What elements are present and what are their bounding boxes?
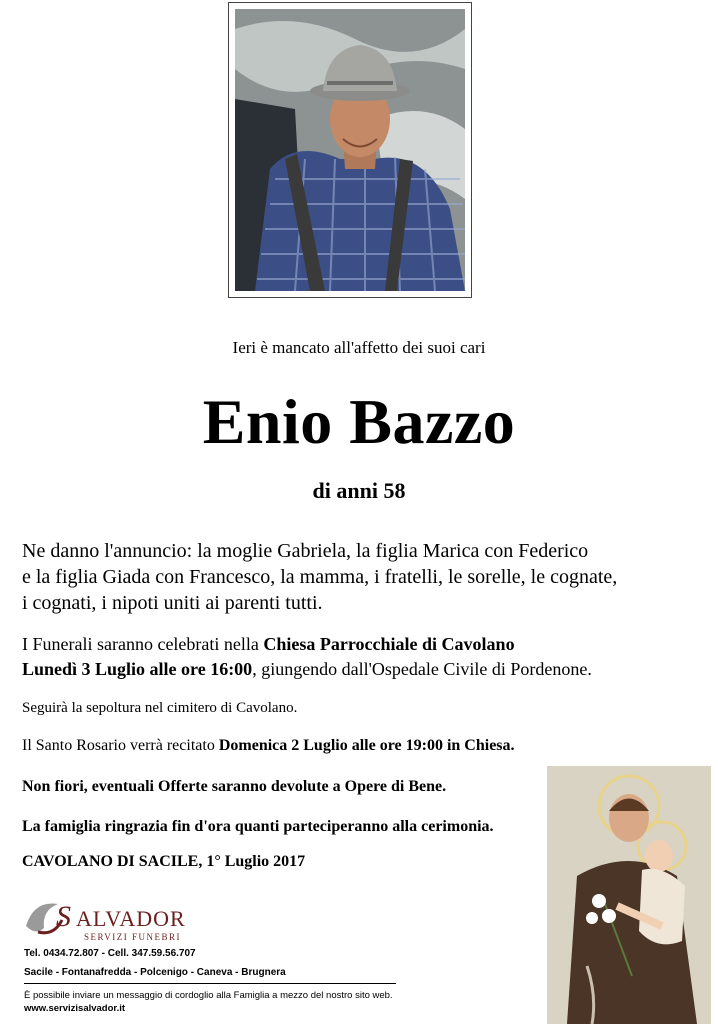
thanks-line: La famiglia ringrazia fin d'ora quanti parteciperanno alla cerimonia.	[22, 818, 494, 835]
announcement-line: Ne danno l'annuncio: la moglie Gabriela, la figlia Marica con Federico	[22, 540, 589, 562]
burial-line: Seguirà la sepoltura nel cimitero di Cavolano.	[22, 700, 298, 716]
flowers-line: Non fiori, eventuali Offerte saranno devolute a Opere di Bene.	[22, 778, 447, 795]
condolence-note: È possibile inviare un messaggio di cordoglio alla Famiglia a mezzo del nostro sito web.	[24, 990, 393, 1001]
funeral-date: Lunedì 3 Luglio alle ore 16:00	[22, 659, 253, 679]
funeral-suffix: , giungendo dall'Ospedale Civile di Pordenone.	[252, 659, 592, 679]
place-date-line: CAVOLANO DI SACILE, 1° Luglio 2017	[22, 853, 306, 870]
portrait-illustration	[235, 9, 465, 291]
portrait-photo-frame	[228, 2, 472, 298]
intro-line: Ieri è mancato all'affetto dei suoi cari	[232, 338, 486, 357]
website-link[interactable]: www.servizisalvador.it	[24, 1003, 126, 1014]
funeral-church: Chiesa Parrocchiale di Cavolano	[263, 634, 515, 654]
announcement-paragraph	[22, 538, 702, 616]
saint-anthony-image	[547, 766, 711, 1024]
saint-illustration	[547, 766, 711, 1024]
deceased-age: di anni 58	[312, 478, 406, 503]
funeral-home-contacts: Tel. 0434.72.807 - Cell. 347.59.56.707	[24, 948, 196, 959]
rosary-when: Domenica 2 Luglio alle ore 19:00 in Chiesa.	[218, 737, 515, 754]
divider	[24, 983, 396, 984]
rosary-prefix: Il Santo Rosario verrà recitato	[22, 737, 219, 754]
funeral-prefix: I Funerali saranno celebrati nella	[22, 634, 264, 654]
salvador-logo-mark	[24, 896, 204, 946]
funeral-paragraph	[22, 632, 702, 682]
deceased-name: Enio Bazzo	[202, 386, 516, 457]
salvador-logo-initial: S	[56, 900, 71, 933]
salvador-logo-text: ALVADOR	[76, 906, 186, 931]
portrait-photo	[235, 9, 465, 291]
funeral-home-towns: Sacile - Fontanafredda - Polcenigo - Caneva - Brugnera	[24, 967, 286, 978]
rosary-line	[22, 737, 702, 755]
salvador-logo	[24, 896, 204, 946]
announcement-line: e la figlia Giada con Francesco, la mamma, i fratelli, le sorelle, le cognate,	[22, 566, 618, 588]
salvador-logo-subtitle: SERVIZI FUNEBRI	[84, 932, 182, 942]
announcement-line: i cognati, i nipoti uniti ai parenti tutti.	[22, 592, 323, 614]
